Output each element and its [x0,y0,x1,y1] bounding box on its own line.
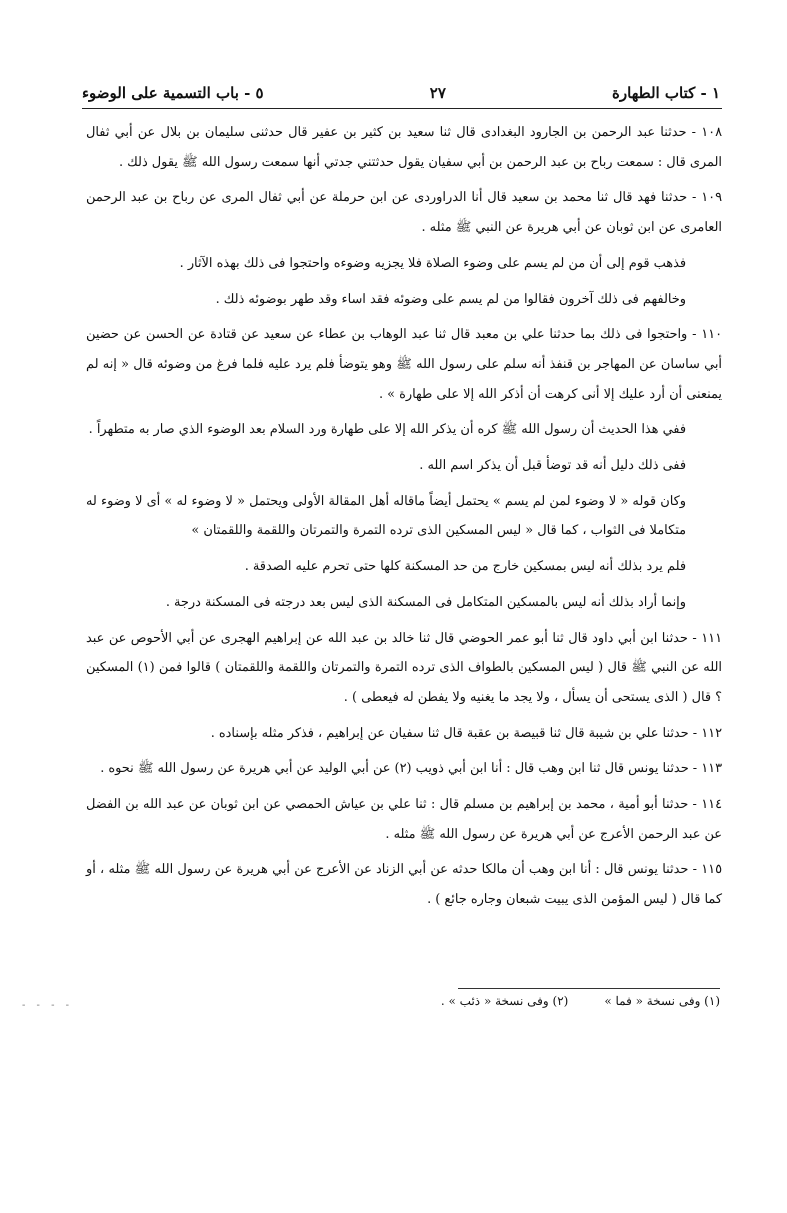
commentary-paragraph: ففي هذا الحديث أن رسول الله ﷺ كره أن يذكر الله إلا على طهارة ورد السلام بعد الوضوء الذي صار به متطهراً . [88,422,686,438]
commentary-paragraph: وخالفهم فى ذلك آخرون فقالوا من لم يسم على وضوئه فقد اساء وقد طهر بوضوئه ذلك . [215,291,686,307]
hadith-108: ١٠٨ - حدثنا عبد الرحمن بن الجارود البغدادى قال ثنا سعيد بن كثير بن عفير قال حدثنى سليمان بن بلال عن أبي ثفال المرى قال : سمعت رباح بن عبد الرحمن بن أبي سفيان يقول حدثتني جدتي أنها سمعت رسول الله ﷺ يقول ذلك . [86,125,722,170]
hadith-115: ١١٥ - حدثنا يونس قال : أنا ابن وهب أن مالكا حدثه عن أبي الزناد عن الأعرج عن أبي هريرة عن رسول الله ﷺ مثله ، أو كما قال ( ليس المؤمن الذى يبيت شبعان وجاره جائع ) . [86,862,722,908]
footnote-divider [458,988,720,989]
commentary-paragraph: ففى ذلك دليل أنه قد توضأ قبل أن يذكر اسم الله . [419,458,686,474]
footnote-2: (٢) وفى نسخة « ذئب » . [440,994,569,1008]
footnote-1: (١) وفى نسخة « فما » [604,994,720,1008]
scan-margin-marks: - - - - [22,1000,74,1011]
hadith-111: ١١١ - حدثنا ابن أبي داود قال ثنا أبو عمر الحوضي قال ثنا خالد بن عبد الله عن إبراهيم الهجرى عن أبي الأحوص عن عبد الله عن النبي ﷺ قال ( ليس المسكين بالطواف الذى ترده التمرة والتمرتان واللقمة واللقمتان ) قالوا فمن (١) المسكين ؟ قال ( الذى يستحى أن يسأل ، ولا يجد ما يغنيه ولا يفطن له فيعطى ) . [86,630,722,705]
hadith-110: ١١٠ - واحتجوا فى ذلك بما حدثنا علي بن معبد قال ثنا عبد الوهاب بن عطاء عن سعيد عن قتادة عن الحسن عن حضين أبي ساسان عن المهاجر بن قنفذ أنه سلم على رسول الله ﷺ وهو يتوضأ فلم يرد عليه فلما فرغ من وضوئه قال « إنه لم يمنعنى أن أرد عليك إلا أنى كرهت أن أذكر الله إلا على طهارة » . [86,327,722,402]
chapter-title: ٥ - باب التسمية على الوضوء [82,84,264,102]
book-title: ١ - كتاب الطهارة [612,84,720,102]
running-header [82,80,720,106]
footnotes [370,994,720,1008]
main-text [86,118,722,921]
hadith-114: ١١٤ - حدثنا أبو أمية ، محمد بن إبراهيم بن مسلم قال : ثنا علي بن عياش الحمصي عن ابن ثوبان عن عبد الله بن الفضل عن عبد الرحمن الأعرج عن أبي هريرة عن رسول الله ﷺ مثله . [86,797,722,842]
hadith-109: ١٠٩ - حدثنا فهد قال ثنا محمد بن سعيد قال أنا الدراوردى عن ابن حرملة عن أبي ثفال المرى عن رباح بن عبد الرحمن العامرى عن ابن ثوبان عن أبي هريرة عن النبي ﷺ مثله . [86,190,722,236]
hadith-112: ١١٢ - حدثنا علي بن شيبة قال ثنا قبيصة بن عقبة قال ثنا سفيان عن إبراهيم ، فذكر مثله بإسناده . [210,725,722,741]
commentary-paragraph: وكان قوله « لا وضوء لمن لم يسم » يحتمل أيضاً ماقاله أهل المقالة الأولى ويحتمل « لا وضوء له » أى لا وضوء له متكاملا فى الثواب ، كما قال « ليس المسكين الذى ترده التمرة والتمرتان واللقمة واللقمتان » [86,493,686,539]
page-number: ٢٧ [429,84,446,102]
commentary-paragraph: وإنما أراد بذلك أنه ليس بالمسكين المتكامل فى المسكنة الذى ليس بعد درجته فى المسكنة درجة . [165,594,686,610]
header-divider [82,108,722,109]
hadith-113: ١١٣ - حدثنا يونس قال ثنا ابن وهب قال : أنا ابن أبي ذويب (٢) عن أبي الوليد عن أبي هريرة عن رسول الله ﷺ نحوه . [100,761,722,777]
commentary-paragraph: فلم يرد بذلك أنه ليس بمسكين خارج من حد المسكنة كلها حتى تحرم عليه الصدقة . [244,559,686,575]
commentary-paragraph: فذهب قوم إلى أن من لم يسم على وضوء الصلاة فلا يجزيه وضوءه واحتجوا فى ذلك بهذه الآثار . [179,255,686,271]
